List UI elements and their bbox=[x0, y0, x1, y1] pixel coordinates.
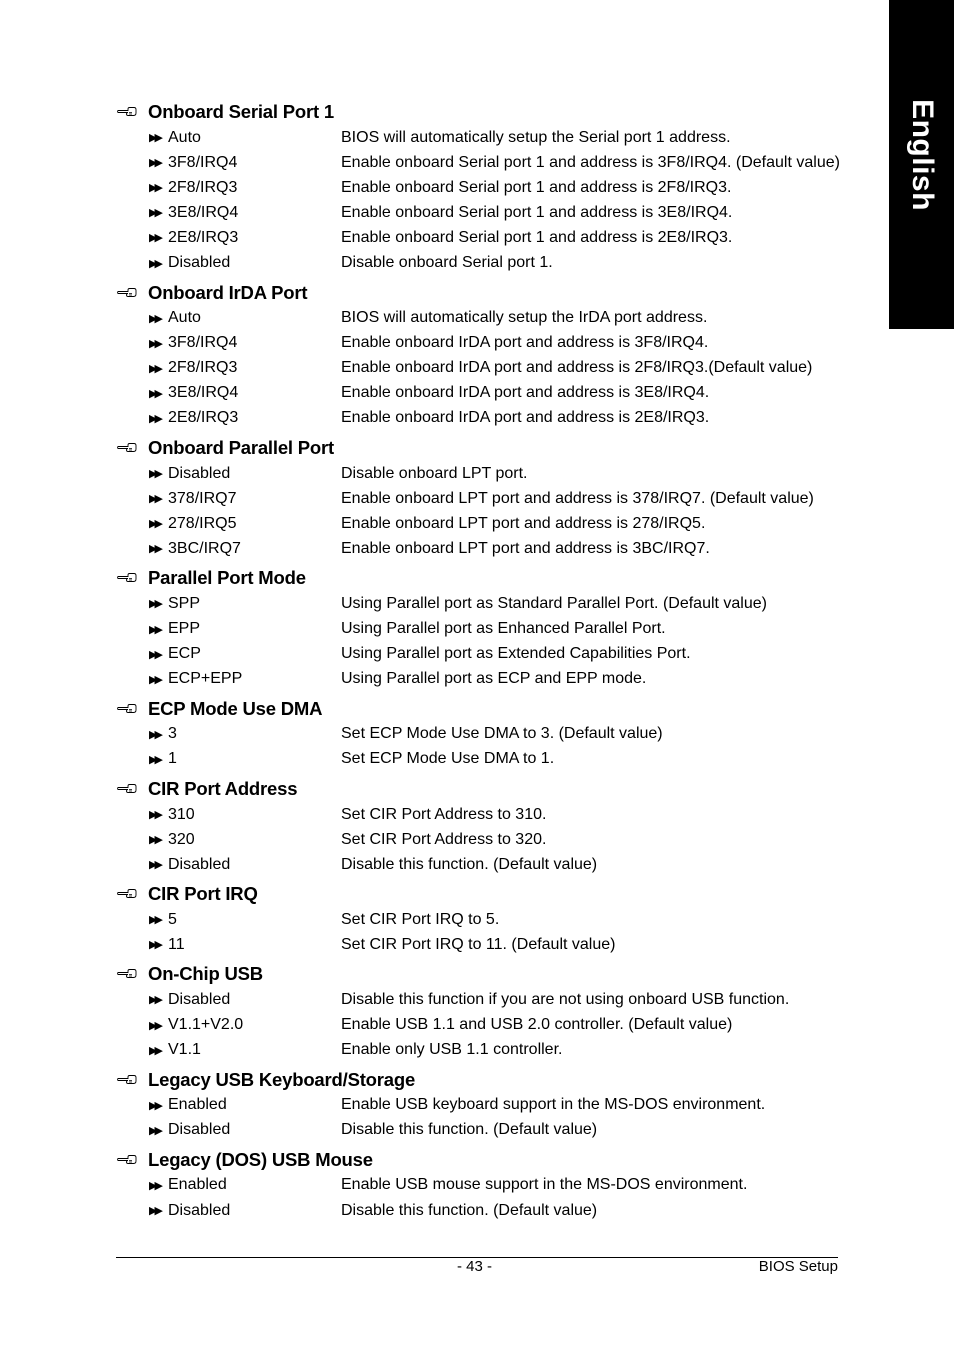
section-title: CIR Port IRQ bbox=[148, 883, 258, 905]
option-description: Set ECP Mode Use DMA to 3. (Default value) bbox=[341, 725, 663, 743]
option-value: 2F8/IRQ3 bbox=[168, 178, 238, 196]
option-value-cell bbox=[117, 831, 341, 849]
option-value-cell bbox=[117, 1121, 341, 1139]
option-row bbox=[117, 722, 847, 747]
option-description: Using Parallel port as Extended Capabilities Port. bbox=[341, 645, 691, 663]
option-description: Enable onboard IrDA port and address is 2F8/IRQ3.(Default value) bbox=[341, 359, 813, 377]
double-arrow-icon: ▶▶ bbox=[149, 1205, 160, 1218]
option-row bbox=[117, 1038, 847, 1063]
double-arrow-icon: ▶▶ bbox=[149, 468, 160, 481]
option-description: BIOS will automatically setup the IrDA port address. bbox=[341, 309, 708, 327]
double-arrow-icon: ▶▶ bbox=[149, 182, 160, 195]
section-header bbox=[117, 776, 847, 802]
option-row bbox=[117, 306, 847, 331]
option-value-cell bbox=[117, 204, 341, 222]
option-value-cell bbox=[117, 991, 341, 1009]
option-value: Disabled bbox=[168, 1201, 231, 1219]
option-value-cell bbox=[117, 359, 341, 377]
option-description: Enable only USB 1.1 controller. bbox=[341, 1041, 563, 1059]
pointing-hand-icon bbox=[117, 782, 139, 796]
bios-options-list bbox=[117, 99, 847, 1223]
option-description: Enable onboard IrDA port and address is 2E8/IRQ3. bbox=[341, 409, 710, 427]
option-value: 2E8/IRQ3 bbox=[168, 409, 239, 427]
option-description: Enable USB keyboard support in the MS-DOS environment. bbox=[341, 1096, 766, 1114]
double-arrow-icon: ▶▶ bbox=[149, 939, 160, 952]
section-header bbox=[117, 881, 847, 907]
section-header bbox=[117, 1067, 847, 1093]
double-arrow-icon: ▶▶ bbox=[149, 1124, 160, 1137]
option-description: Using Parallel port as ECP and EPP mode. bbox=[341, 670, 647, 688]
option-value: Disabled bbox=[168, 464, 231, 482]
option-description: Set ECP Mode Use DMA to 1. bbox=[341, 750, 555, 768]
double-arrow-icon: ▶▶ bbox=[149, 257, 160, 270]
pointing-hand-icon bbox=[117, 1073, 139, 1087]
pointing-hand-icon bbox=[117, 571, 139, 585]
option-description: Enable onboard Serial port 1 and address is 3E8/IRQ4. bbox=[341, 203, 733, 221]
option-value-cell bbox=[117, 750, 341, 768]
option-value-cell bbox=[117, 1176, 341, 1194]
option-value: Disabled bbox=[168, 254, 231, 272]
option-value: 3F8/IRQ4 bbox=[168, 153, 238, 171]
option-value-cell bbox=[117, 1041, 341, 1059]
option-description: Set CIR Port Address to 320. bbox=[341, 830, 547, 848]
option-value-cell bbox=[117, 309, 341, 327]
option-value-cell bbox=[117, 1016, 341, 1034]
section-title: Onboard Serial Port 1 bbox=[148, 101, 334, 122]
section-title: CIR Port Address bbox=[148, 777, 298, 799]
option-row bbox=[117, 852, 847, 877]
option-row bbox=[117, 536, 847, 561]
double-arrow-icon: ▶▶ bbox=[149, 207, 160, 220]
option-row bbox=[117, 1093, 847, 1118]
option-row bbox=[117, 591, 847, 616]
double-arrow-icon: ▶▶ bbox=[149, 1099, 160, 1112]
option-value-cell bbox=[117, 911, 341, 929]
section-title: Onboard Parallel Port bbox=[148, 437, 334, 459]
option-value-cell bbox=[117, 129, 341, 147]
option-value: 378/IRQ7 bbox=[168, 489, 237, 507]
option-row bbox=[117, 381, 847, 406]
double-arrow-icon: ▶▶ bbox=[149, 493, 160, 506]
double-arrow-icon: ▶▶ bbox=[149, 1179, 160, 1192]
option-value-cell bbox=[117, 620, 341, 638]
option-description: Disable onboard Serial port 1. bbox=[341, 254, 553, 272]
option-description: Enable onboard LPT port and address is 3BC/IRQ7. bbox=[341, 539, 710, 557]
option-row bbox=[117, 907, 847, 932]
option-row bbox=[117, 150, 847, 175]
double-arrow-icon: ▶▶ bbox=[149, 387, 160, 400]
double-arrow-icon: ▶▶ bbox=[149, 157, 160, 170]
option-value: ECP+EPP bbox=[168, 670, 243, 688]
option-row bbox=[117, 667, 847, 692]
option-value: Auto bbox=[168, 128, 201, 146]
option-value: Disabled bbox=[168, 855, 231, 873]
option-value-cell bbox=[117, 806, 341, 824]
option-value-cell bbox=[117, 154, 341, 172]
option-value: V1.1+V2.0 bbox=[168, 1016, 244, 1034]
option-value-cell bbox=[117, 490, 341, 508]
double-arrow-icon: ▶▶ bbox=[149, 412, 160, 425]
option-description: Enable onboard IrDA port and address is 3E8/IRQ4. bbox=[341, 384, 710, 402]
option-row bbox=[117, 225, 847, 250]
option-description: Enable onboard Serial port 1 and address is 3F8/IRQ4. (Default value) bbox=[341, 153, 840, 171]
option-value: ECP bbox=[168, 645, 201, 663]
section-title: ECP Mode Use DMA bbox=[148, 697, 323, 719]
double-arrow-icon: ▶▶ bbox=[149, 518, 160, 531]
option-value: Enabled bbox=[168, 1176, 227, 1194]
option-value: EPP bbox=[168, 620, 201, 638]
option-row bbox=[117, 1198, 847, 1223]
section-header bbox=[117, 961, 847, 987]
section-header bbox=[117, 1147, 847, 1173]
option-row bbox=[117, 200, 847, 225]
option-row bbox=[117, 356, 847, 381]
option-value: 3F8/IRQ4 bbox=[168, 334, 238, 352]
option-value: V1.1 bbox=[168, 1041, 201, 1059]
option-value: 3E8/IRQ4 bbox=[168, 384, 239, 402]
option-row bbox=[117, 461, 847, 486]
option-value-cell bbox=[117, 384, 341, 402]
option-value-cell bbox=[117, 515, 341, 533]
pointing-hand-icon bbox=[117, 441, 139, 455]
option-description: Set CIR Port IRQ to 11. (Default value) bbox=[341, 935, 616, 953]
option-value: 3E8/IRQ4 bbox=[168, 203, 239, 221]
option-value-cell bbox=[117, 595, 341, 613]
option-description: Disable this function if you are not using onboard USB function. bbox=[341, 990, 790, 1008]
option-description: Enable USB 1.1 and USB 2.0 controller. (Default value) bbox=[341, 1016, 733, 1034]
option-value: Enabled bbox=[168, 1096, 227, 1114]
double-arrow-icon: ▶▶ bbox=[149, 362, 160, 375]
option-value: SPP bbox=[168, 594, 201, 612]
option-value-cell bbox=[117, 409, 341, 427]
double-arrow-icon: ▶▶ bbox=[149, 337, 160, 350]
footer-section-label: BIOS Setup bbox=[758, 1258, 838, 1275]
section-title: Legacy (DOS) USB Mouse bbox=[148, 1148, 373, 1170]
double-arrow-icon: ▶▶ bbox=[149, 598, 160, 611]
option-description: Disable onboard LPT port. bbox=[341, 464, 528, 482]
double-arrow-icon: ▶▶ bbox=[149, 132, 160, 145]
option-row bbox=[117, 1013, 847, 1038]
option-value: 2F8/IRQ3 bbox=[168, 359, 238, 377]
option-row bbox=[117, 250, 847, 275]
option-row bbox=[117, 802, 847, 827]
double-arrow-icon: ▶▶ bbox=[149, 914, 160, 927]
option-row bbox=[117, 932, 847, 957]
section-header bbox=[117, 99, 847, 125]
section-title: Parallel Port Mode bbox=[148, 567, 306, 589]
option-value: 1 bbox=[168, 750, 177, 768]
option-value-cell bbox=[117, 334, 341, 352]
option-row bbox=[117, 987, 847, 1012]
option-value-cell bbox=[117, 670, 341, 688]
option-value: 3 bbox=[168, 725, 177, 743]
option-description: Disable this function. (Default value) bbox=[341, 1121, 598, 1139]
option-value: 310 bbox=[168, 805, 195, 823]
option-row bbox=[117, 125, 847, 150]
option-value: 278/IRQ5 bbox=[168, 514, 237, 532]
pointing-hand-icon bbox=[117, 887, 139, 901]
pointing-hand-icon bbox=[117, 105, 139, 119]
option-value: 11 bbox=[168, 935, 185, 953]
option-value-cell bbox=[117, 254, 341, 272]
section-header bbox=[117, 435, 847, 461]
option-value-cell bbox=[117, 1096, 341, 1114]
option-value: 3BC/IRQ7 bbox=[168, 539, 241, 557]
option-description: Disable this function. (Default value) bbox=[341, 855, 598, 873]
section-header bbox=[117, 280, 847, 306]
option-value-cell bbox=[117, 540, 341, 558]
option-description: Enable onboard LPT port and address is 278/IRQ5. bbox=[341, 514, 706, 532]
option-value-cell bbox=[117, 645, 341, 663]
double-arrow-icon: ▶▶ bbox=[149, 728, 160, 741]
option-row bbox=[117, 617, 847, 642]
option-description: Enable onboard Serial port 1 and address is 2E8/IRQ3. bbox=[341, 228, 733, 246]
section-title: Legacy USB Keyboard/Storage bbox=[148, 1068, 416, 1090]
option-row bbox=[117, 827, 847, 852]
option-value: Disabled bbox=[168, 1121, 231, 1139]
option-description: BIOS will automatically setup the Serial port 1 address. bbox=[341, 128, 731, 146]
option-value: 320 bbox=[168, 830, 195, 848]
option-row bbox=[117, 1173, 847, 1198]
option-row bbox=[117, 642, 847, 667]
option-description: Enable onboard IrDA port and address is 3F8/IRQ4. bbox=[341, 334, 709, 352]
double-arrow-icon: ▶▶ bbox=[149, 673, 160, 686]
option-value: Auto bbox=[168, 309, 201, 327]
double-arrow-icon: ▶▶ bbox=[149, 994, 160, 1007]
option-description: Using Parallel port as Enhanced Parallel Port. bbox=[341, 620, 666, 638]
double-arrow-icon: ▶▶ bbox=[149, 809, 160, 822]
double-arrow-icon: ▶▶ bbox=[149, 834, 160, 847]
option-value-cell bbox=[117, 465, 341, 483]
option-value-cell bbox=[117, 229, 341, 247]
option-row bbox=[117, 175, 847, 200]
page-number: - 43 - bbox=[457, 1258, 493, 1275]
option-value-cell bbox=[117, 179, 341, 197]
option-description: Enable onboard Serial port 1 and address is 2F8/IRQ3. bbox=[341, 178, 732, 196]
section-header bbox=[117, 696, 847, 722]
double-arrow-icon: ▶▶ bbox=[149, 232, 160, 245]
option-description: Enable onboard LPT port and address is 378/IRQ7. (Default value) bbox=[341, 489, 814, 507]
option-description: Set CIR Port Address to 310. bbox=[341, 805, 547, 823]
pointing-hand-icon bbox=[117, 967, 139, 981]
option-value-cell bbox=[117, 856, 341, 874]
section-header bbox=[117, 565, 847, 591]
double-arrow-icon: ▶▶ bbox=[149, 753, 160, 766]
option-row bbox=[117, 511, 847, 536]
option-description: Disable this function. (Default value) bbox=[341, 1201, 598, 1219]
double-arrow-icon: ▶▶ bbox=[149, 1044, 160, 1057]
double-arrow-icon: ▶▶ bbox=[149, 648, 160, 661]
option-value: 5 bbox=[168, 910, 177, 928]
double-arrow-icon: ▶▶ bbox=[149, 312, 160, 325]
language-tab bbox=[889, 0, 954, 329]
double-arrow-icon: ▶▶ bbox=[149, 623, 160, 636]
option-value-cell bbox=[117, 936, 341, 954]
section-title: On-Chip USB bbox=[148, 963, 263, 985]
option-description: Enable USB mouse support in the MS-DOS environment. bbox=[341, 1176, 748, 1194]
pointing-hand-icon bbox=[117, 1153, 139, 1167]
section-title: Onboard IrDA Port bbox=[148, 281, 308, 303]
option-value: Disabled bbox=[168, 990, 231, 1008]
double-arrow-icon: ▶▶ bbox=[149, 859, 160, 872]
pointing-hand-icon bbox=[117, 286, 139, 300]
option-row bbox=[117, 1118, 847, 1143]
pointing-hand-icon bbox=[117, 702, 139, 716]
option-row bbox=[117, 331, 847, 356]
option-row bbox=[117, 406, 847, 431]
language-tab-label: English bbox=[905, 99, 939, 211]
option-value: 2E8/IRQ3 bbox=[168, 228, 239, 246]
option-row bbox=[117, 747, 847, 772]
double-arrow-icon: ▶▶ bbox=[149, 1019, 160, 1032]
option-description: Set CIR Port IRQ to 5. bbox=[341, 910, 500, 928]
double-arrow-icon: ▶▶ bbox=[149, 543, 160, 556]
option-value-cell bbox=[117, 725, 341, 743]
option-description: Using Parallel port as Standard Parallel Port. (Default value) bbox=[341, 594, 767, 612]
option-value-cell bbox=[117, 1202, 341, 1220]
option-row bbox=[117, 486, 847, 511]
